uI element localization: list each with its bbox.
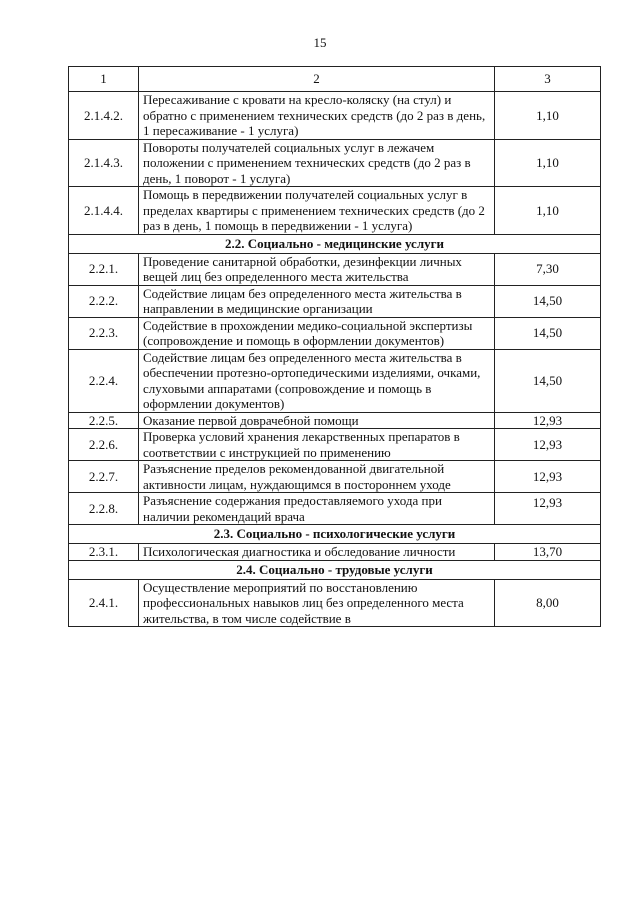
table-header-row: [69, 67, 601, 92]
table-row: [69, 92, 601, 140]
service-tariff-value: 1,10: [495, 139, 601, 187]
section-title: 2.2. Социально - медицинские услуги: [69, 234, 601, 253]
service-tariff-value: 12,93: [495, 429, 601, 461]
service-name: Содействие лицам без определенного места жительства в обеспечении протезно-ортопедическими изделиями, очками, слуховыми аппаратами (сопровождение и помощь в оформлении документов): [139, 349, 495, 412]
service-tariff-value: 1,10: [495, 187, 601, 235]
service-number: 2.1.4.2.: [69, 92, 139, 140]
service-tariff-value: 8,00: [495, 579, 601, 627]
service-tariff-value: 1,10: [495, 92, 601, 140]
service-name: Содействие лицам без определенного места жительства в направлении в медицинские организации: [139, 285, 495, 317]
service-number: 2.3.1.: [69, 544, 139, 561]
service-tariff-value: 14,50: [495, 317, 601, 349]
service-tariff-value: 12,93: [495, 461, 601, 493]
service-number: 2.2.1.: [69, 253, 139, 285]
service-number: 2.2.6.: [69, 429, 139, 461]
service-name: Помощь в передвижении получателей социальных услуг в пределах квартиры с применением технических средств (до 2 раз в день, 1 помощь в передвижении - 1 услуга): [139, 187, 495, 235]
table-row: [69, 493, 601, 525]
service-tariff-value: 12,93: [495, 493, 601, 525]
service-tariff-value: 7,30: [495, 253, 601, 285]
service-name: Психологическая диагностика и обследование личности: [139, 544, 495, 561]
table-row: [69, 187, 601, 235]
section-row: [69, 234, 601, 253]
service-tariff-value: 13,70: [495, 544, 601, 561]
service-number: 2.2.2.: [69, 285, 139, 317]
service-tariff-value: 12,93: [495, 412, 601, 429]
service-number: 2.1.4.3.: [69, 139, 139, 187]
table-row: [69, 253, 601, 285]
services-tariff-table: [68, 66, 601, 627]
service-name: Оказание первой доврачебной помощи: [139, 412, 495, 429]
table-row: [69, 285, 601, 317]
service-name: Разъяснение пределов рекомендованной двигательной активности лицам, нуждающимся в постороннем уходе: [139, 461, 495, 493]
service-number: 2.2.8.: [69, 493, 139, 525]
table-row: [69, 579, 601, 627]
section-title: 2.4. Социально - трудовые услуги: [69, 560, 601, 579]
service-name: Разъяснение содержания предоставляемого ухода при наличии рекомендаций врача: [139, 493, 495, 525]
table-row: [69, 349, 601, 412]
service-number: 2.2.5.: [69, 412, 139, 429]
column-header-number: 1: [69, 67, 139, 92]
service-number: 2.2.7.: [69, 461, 139, 493]
table-body: [69, 92, 601, 627]
service-tariff-value: 14,50: [495, 349, 601, 412]
service-number: 2.2.4.: [69, 349, 139, 412]
service-tariff-value: 14,50: [495, 285, 601, 317]
section-row: [69, 560, 601, 579]
table-row: [69, 412, 601, 429]
section-title: 2.3. Социально - психологические услуги: [69, 525, 601, 544]
service-name: Повороты получателей социальных услуг в лежачем положении с применением технических средств (до 2 раз в день, 1 поворот - 1 услуга): [139, 139, 495, 187]
column-header-value: 3: [495, 67, 601, 92]
page-number: 15: [313, 35, 327, 50]
table-row: [69, 461, 601, 493]
service-name: Осуществление мероприятий по восстановлению профессиональных навыков лиц без определенного места жительства, в том числе содействие в: [139, 579, 495, 627]
service-name: Проверка условий хранения лекарственных препаратов в соответствии с инструкцией по применению: [139, 429, 495, 461]
section-row: [69, 525, 601, 544]
service-name: Проведение санитарной обработки, дезинфекции личных вещей лиц без определенного места жительства: [139, 253, 495, 285]
service-name: Пересаживание с кровати на кресло-коляску (на стул) и обратно с применением технических средств (до 2 раз в день, 1 пересаживание - 1 услуга): [139, 92, 495, 140]
service-number: 2.4.1.: [69, 579, 139, 627]
service-number: 2.1.4.4.: [69, 187, 139, 235]
service-number: 2.2.3.: [69, 317, 139, 349]
table-row: [69, 317, 601, 349]
table-row: [69, 544, 601, 561]
service-name: Содействие в прохождении медико-социальной экспертизы (сопровождение и помощь в оформлении документов): [139, 317, 495, 349]
table-row: [69, 429, 601, 461]
table-row: [69, 139, 601, 187]
column-header-service: 2: [139, 67, 495, 92]
